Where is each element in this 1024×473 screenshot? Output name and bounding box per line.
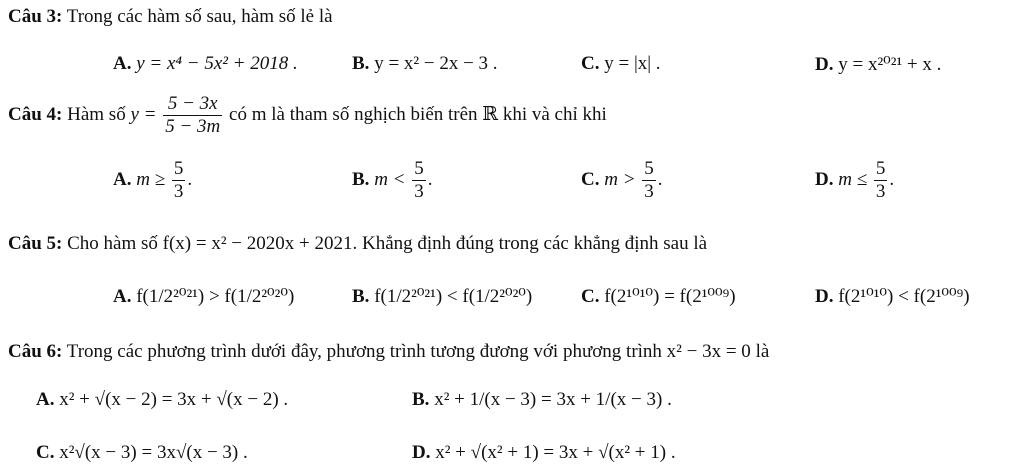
question-5-label: Câu 5:: [8, 233, 63, 254]
q3-option-b: B. y = x² − 2x − 3 .: [352, 53, 498, 74]
q5-option-c: C. f(2¹⁰¹⁰) = f(2¹⁰⁰⁹): [581, 286, 736, 307]
question-3-label: Câu 3:: [8, 6, 63, 27]
question-4-label: Câu 4:: [8, 103, 63, 125]
q4-option-d: D. m ≤ $\frac{5}{3}$ .: [815, 158, 895, 202]
q5-option-b: B. f(1/2²⁰²¹) < f(1/2²⁰²⁰): [352, 286, 533, 307]
q5-option-d: D. f(2¹⁰¹⁰) < f(2¹⁰⁰⁹): [815, 286, 970, 307]
q5-option-a: A. f(1/2²⁰²¹) > f(1/2²⁰²⁰): [113, 286, 295, 307]
q4-option-a: A. m ≥ $\frac{5}{3}$ .: [113, 158, 193, 202]
q3-option-a: A. y = x⁴ − 5x² + 2018 .: [113, 53, 298, 74]
q3-option-c: C. y = |x| .: [581, 53, 661, 74]
question-4-stem: Câu 4: Hàm số y = $\frac{5 - 3x}{5 - 3m}$ có m là tham số nghịch biến trên ℝ khi và chỉ khi: [8, 93, 607, 137]
question-6-label: Câu 6:: [8, 341, 63, 362]
question-6-stem: Câu 6: Trong các phương trình dưới đây, phương trình tương đương với phương trình x² − 3x = 0 là: [8, 341, 770, 362]
question-3-stem: Câu 3: Trong các hàm số sau, hàm số lẻ là: [8, 6, 333, 27]
q4-option-c: C. m > $\frac{5}{3}$ .: [581, 158, 663, 202]
q6-option-b: B. x² + 1/(x − 3) = 3x + 1/(x − 3) .: [412, 389, 672, 410]
q4-function-fraction: $\frac{5 - 3x}{5 - 3m}$: [165, 93, 221, 137]
q4-option-b: B. m < $\frac{5}{3}$ .: [352, 158, 433, 202]
q6-option-d: D. x² + √(x² + 1) = 3x + √(x² + 1) .: [412, 442, 676, 463]
q3-option-d: D. y = x²⁰²¹ + x .: [815, 54, 942, 75]
q6-option-c: C. x²√(x − 3) = 3x√(x − 3) .: [36, 442, 248, 463]
question-5-stem: Câu 5: Cho hàm số f(x) = x² − 2020x + 2021. Khẳng định đúng trong các khẳng định sau là: [8, 233, 708, 254]
q6-option-a: A. x² + √(x − 2) = 3x + √(x − 2) .: [36, 389, 289, 410]
